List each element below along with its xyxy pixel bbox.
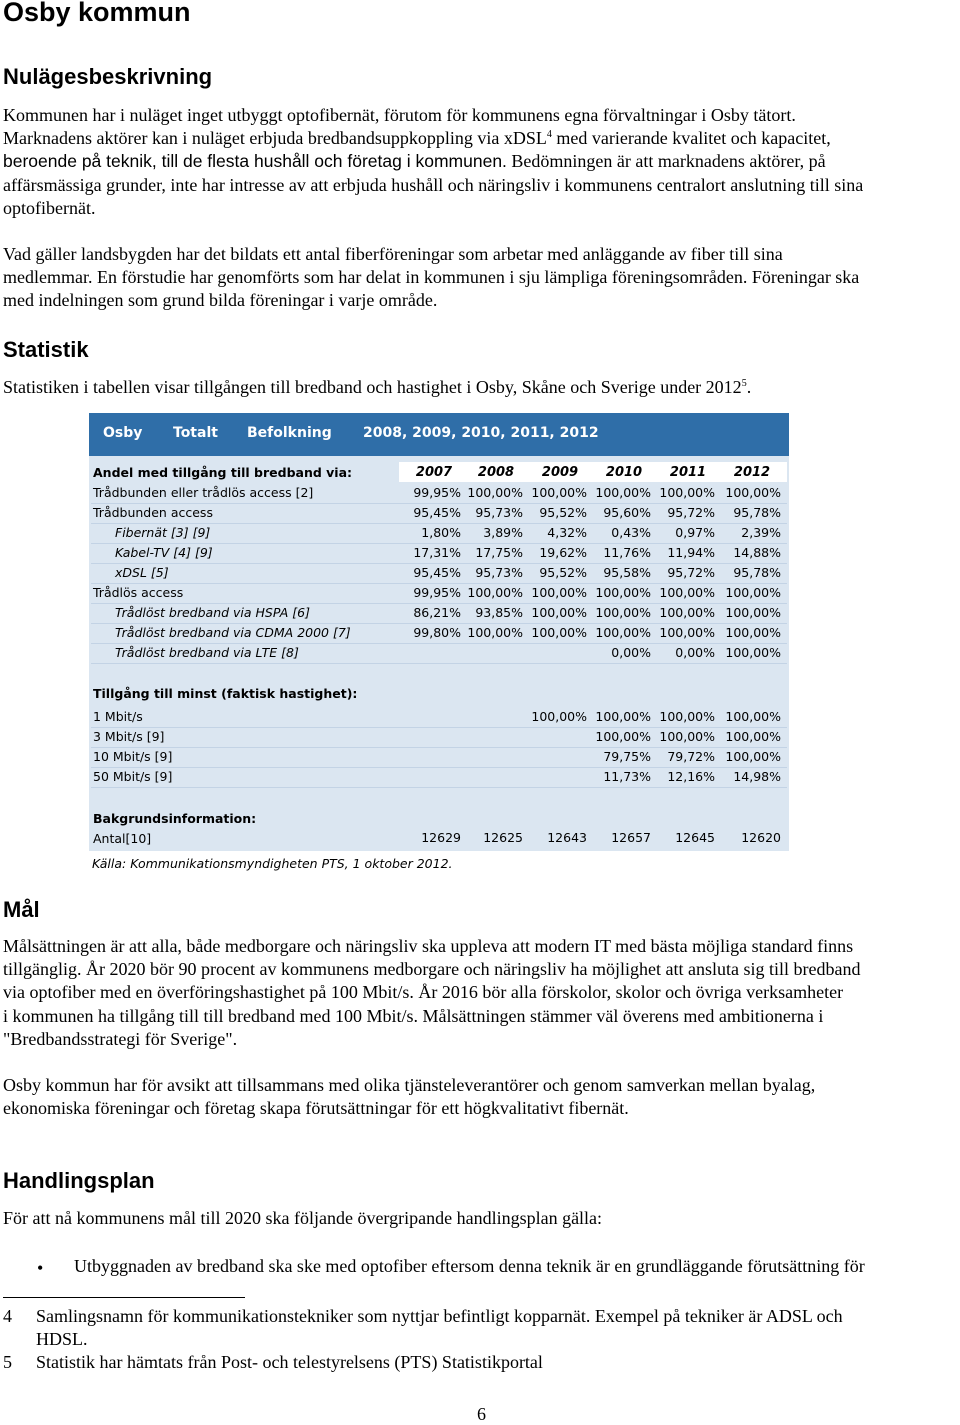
table-cell: 100,00%	[595, 605, 651, 620]
page-number: 6	[477, 1404, 486, 1424]
footnote-text: Statistik har hämtats från Post- och telestyrelsens (PTS) Statistikportal	[36, 1352, 543, 1372]
heading-nulagesbeskrivning: Nulägesbeskrivning	[3, 64, 213, 89]
table-cell: 95,73%	[475, 565, 523, 580]
table-cell: 93,85%	[475, 605, 523, 620]
footnote-ref-4: 4	[546, 129, 552, 141]
table-cell: 100,00%	[595, 729, 651, 744]
table-cell: 12643	[547, 830, 587, 845]
paragraph-handlingsplan: För att nå kommunens mål till 2020 ska följande övergripande handlingsplan gälla:	[3, 1208, 603, 1228]
table-cell: 100,00%	[531, 585, 587, 600]
table-cell: 100,00%	[725, 625, 781, 640]
row-label: Kabel-TV [4] [9]	[115, 545, 213, 560]
text-line: Vad gäller landsbygden har det bildats ett antal fiberföreningar som arbetar med anläggande av fiber till sina	[3, 244, 783, 264]
table-cell: 1,80%	[421, 525, 461, 540]
row-divider	[91, 503, 787, 504]
table-cell: 95,73%	[475, 505, 523, 520]
heading-mal: Mål	[3, 897, 40, 922]
section-title: Andel med tillgång till bredband via:	[93, 465, 353, 480]
table-cell: 12620	[741, 830, 781, 845]
table-cell: 19,62%	[539, 545, 587, 560]
table-cell: 100,00%	[725, 709, 781, 724]
table-cell: 17,75%	[475, 545, 523, 560]
table-cell: 100,00%	[659, 605, 715, 620]
table-cell: 12625	[483, 830, 523, 845]
year-header: 2010	[605, 465, 643, 480]
row-label: Trådbunden eller trådlös access [2]	[93, 485, 314, 500]
broadband-statistics-table	[89, 413, 789, 851]
table-cell: 2,39%	[741, 525, 781, 540]
year-header: 2011	[669, 465, 707, 480]
heading-handlingsplan: Handlingsplan	[3, 1168, 155, 1193]
table-cell: 79,72%	[667, 749, 715, 764]
table-cell: 12657	[611, 830, 651, 845]
table-cell: 100,00%	[467, 485, 523, 500]
table-cell: 100,00%	[725, 585, 781, 600]
table-source: Källa: Kommunikationsmyndigheten PTS, 1 oktober 2012.	[92, 856, 453, 871]
table-cell: 100,00%	[725, 485, 781, 500]
row-label: 50 Mbit/s [9]	[93, 769, 173, 784]
year-header: 2009	[541, 465, 579, 480]
text-line: Målsättningen är att alla, både medborgare och näringsliv ska uppleva att modern IT med bästa möjliga standard finns	[3, 936, 854, 956]
paragraph-mal-1	[3, 935, 959, 1051]
section-title: Tillgång till minst (faktisk hastighet):	[93, 686, 358, 701]
table-cell: 95,72%	[667, 505, 715, 520]
year-header: 2007	[415, 465, 453, 480]
table-cell: 100,00%	[725, 729, 781, 744]
table-cell: 95,58%	[603, 565, 651, 580]
table-header-bar	[89, 413, 789, 456]
row-divider	[91, 747, 787, 748]
footnote-separator	[3, 1297, 245, 1298]
header-measure: Befolkning	[247, 425, 332, 441]
table-cell: 100,00%	[595, 709, 651, 724]
table-cell: 12629	[421, 830, 461, 845]
table-cell: 100,00%	[659, 485, 715, 500]
section-title: Bakgrundsinformation:	[93, 811, 257, 826]
table-cell: 3,89%	[483, 525, 523, 540]
row-label: Fibernät [3] [9]	[115, 525, 211, 540]
row-divider	[91, 623, 787, 624]
table-cell: 95,78%	[733, 565, 781, 580]
table-cell: 0,97%	[675, 525, 715, 540]
row-divider	[91, 643, 787, 644]
table-cell: 14,88%	[733, 545, 781, 560]
paragraph-nulage-1	[3, 104, 959, 220]
table-cell: 100,00%	[595, 625, 651, 640]
text-line: via optofiber med en överföringshastighet på 100 Mbit/s. År 2016 bör alla förskolor, skolor och övriga verksamheter	[3, 982, 844, 1003]
text-line: affärsmässiga grunder, inte har intresse av att erbjuda hushåll och näringsliv i kommunens centralort anslutning till sina	[3, 174, 864, 195]
row-label: 10 Mbit/s [9]	[93, 749, 173, 764]
year-header: 2012	[733, 465, 771, 480]
row-divider	[91, 583, 787, 584]
table-cell: 100,00%	[531, 485, 587, 500]
text-line: ekonomiska föreningar och företag skapa förutsättningar för ett högkvalitativt fibernät.	[3, 1098, 629, 1119]
table-cell: 100,00%	[659, 585, 715, 600]
row-divider	[91, 603, 787, 604]
text-line: Kommunen har i nuläget inget utbyggt optofibernät, förutom för kommunens egna förvaltningar i Osby tätort.	[3, 105, 796, 125]
table-cell: 4,32%	[547, 525, 587, 540]
row-label: 3 Mbit/s [9]	[93, 729, 165, 744]
text-line: optofibernät.	[3, 197, 96, 218]
row-label: Trådbunden access	[93, 505, 213, 520]
row-label: Trådlös access	[93, 585, 184, 600]
text-line: med indelningen som grund bilda föreningar i varje område.	[3, 290, 438, 311]
table-cell: 100,00%	[659, 709, 715, 724]
table-cell: 79,75%	[603, 749, 651, 764]
table-cell: 100,00%	[659, 729, 715, 744]
footnote-number: 4	[3, 1306, 12, 1326]
row-divider	[91, 543, 787, 544]
row-divider	[91, 523, 787, 524]
table-cell: 12645	[675, 830, 715, 845]
text-line: Marknadens aktörer kan i nuläget erbjuda bredbandsuppkoppling via xDSL$^4$ med varierande kvalitet och kapacitet,	[3, 128, 831, 149]
row-label: Trådlöst bredband via HSPA [6]	[115, 605, 311, 620]
year-header: 2008	[477, 465, 515, 480]
row-label: Trådlöst bredband via LTE [8]	[115, 645, 299, 660]
paragraph-nulage-2	[3, 243, 959, 313]
table-cell: 100,00%	[531, 709, 587, 724]
table-cell: 95,72%	[667, 565, 715, 580]
row-divider	[91, 727, 787, 728]
table-cell: 100,00%	[725, 645, 781, 660]
table-cell: 12,16%	[667, 769, 715, 784]
table-cell: 99,95%	[413, 485, 461, 500]
header-municipality: Osby	[103, 425, 143, 441]
table-cell: 0,43%	[611, 525, 651, 540]
paragraph-statistik: Statistiken i tabellen visar tillgången till bredband och hastighet i Osby, Skåne och Sverige under 2012$^5$.	[3, 377, 752, 397]
table-cell: 100,00%	[725, 749, 781, 764]
table-cell: 100,00%	[595, 485, 651, 500]
table-cell: 100,00%	[467, 625, 523, 640]
bullet-item-text: Utbyggnaden av bredband ska ske med optofiber eftersom denna teknik är en grundläggande förutsättning för	[74, 1256, 865, 1276]
page-title: Osby kommun	[3, 0, 191, 27]
row-divider	[91, 663, 787, 664]
paragraph-mal-2	[3, 1074, 959, 1120]
table-cell: 99,80%	[413, 625, 461, 640]
table-cell: 0,00%	[675, 645, 715, 660]
text-line: beroende på teknik, till de flesta hushåll och företag i kommunen. Bedömningen är att marknadens aktörer, på	[3, 151, 826, 172]
header-scope: Totalt	[173, 425, 218, 441]
table-cell: 11,94%	[667, 545, 715, 560]
table-cell: 95,60%	[603, 505, 651, 520]
footnote-number: 5	[3, 1352, 12, 1372]
bullet-symbol: •	[37, 1258, 44, 1278]
text-line: medlemmar. En förstudie har genomförts som har delat in kommunen i sju lämpliga föreningsområden. Föreningar ska	[3, 267, 860, 288]
table-cell: 86,21%	[413, 605, 461, 620]
row-label: Trådlöst bredband via CDMA 2000 [7]	[115, 625, 351, 640]
row-label: Antal[10]	[93, 831, 152, 846]
table-cell: 95,45%	[413, 565, 461, 580]
footnote-text: Samlingsnamn för kommunikationstekniker som nyttjar befintligt kopparnät. Exempel på tekniker är ADSL och	[36, 1306, 843, 1326]
heading-statistik: Statistik	[3, 337, 89, 362]
table-cell: 100,00%	[531, 605, 587, 620]
table-cell: 95,45%	[413, 505, 461, 520]
table-cell: 100,00%	[659, 625, 715, 640]
table-cell: 100,00%	[467, 585, 523, 600]
table-cell: 95,52%	[539, 565, 587, 580]
text-line: tillgänglig. År 2020 bör 90 procent av kommunens medborgare och näringsliv ha möjlighet att ansluta sig till bredband	[3, 959, 861, 980]
text-line: "Bredbandsstrategi för Sverige".	[3, 1028, 238, 1049]
header-years: 2008, 2009, 2010, 2011, 2012	[363, 425, 599, 441]
text-line: i kommunen ha tillgång till till bredband med 100 Mbit/s. Målsättningen stämmer väl överens med ambitionerna i	[3, 1005, 824, 1026]
row-label: 1 Mbit/s	[93, 709, 143, 724]
table-cell: 11,73%	[603, 769, 651, 784]
table-cell: 100,00%	[725, 605, 781, 620]
footnote-text: HDSL.	[36, 1329, 88, 1349]
table-body	[91, 460, 787, 848]
table-cell: 14,98%	[733, 769, 781, 784]
row-divider	[91, 767, 787, 768]
row-divider	[91, 787, 787, 788]
text-line: Osby kommun har för avsikt att tillsammans med olika tjänsteleverantörer och genom samverkan mellan byalag,	[3, 1075, 816, 1095]
table-cell: 95,52%	[539, 505, 587, 520]
table-cell: 100,00%	[595, 585, 651, 600]
table-cell: 17,31%	[413, 545, 461, 560]
table-cell: 100,00%	[531, 625, 587, 640]
row-divider	[91, 563, 787, 564]
table-cell: 95,78%	[733, 505, 781, 520]
table-cell: 0,00%	[611, 645, 651, 660]
row-label: xDSL [5]	[115, 565, 169, 580]
table-cell: 99,95%	[413, 585, 461, 600]
footnote-ref-5: 5	[741, 378, 747, 389]
table-cell: 11,76%	[603, 545, 651, 560]
